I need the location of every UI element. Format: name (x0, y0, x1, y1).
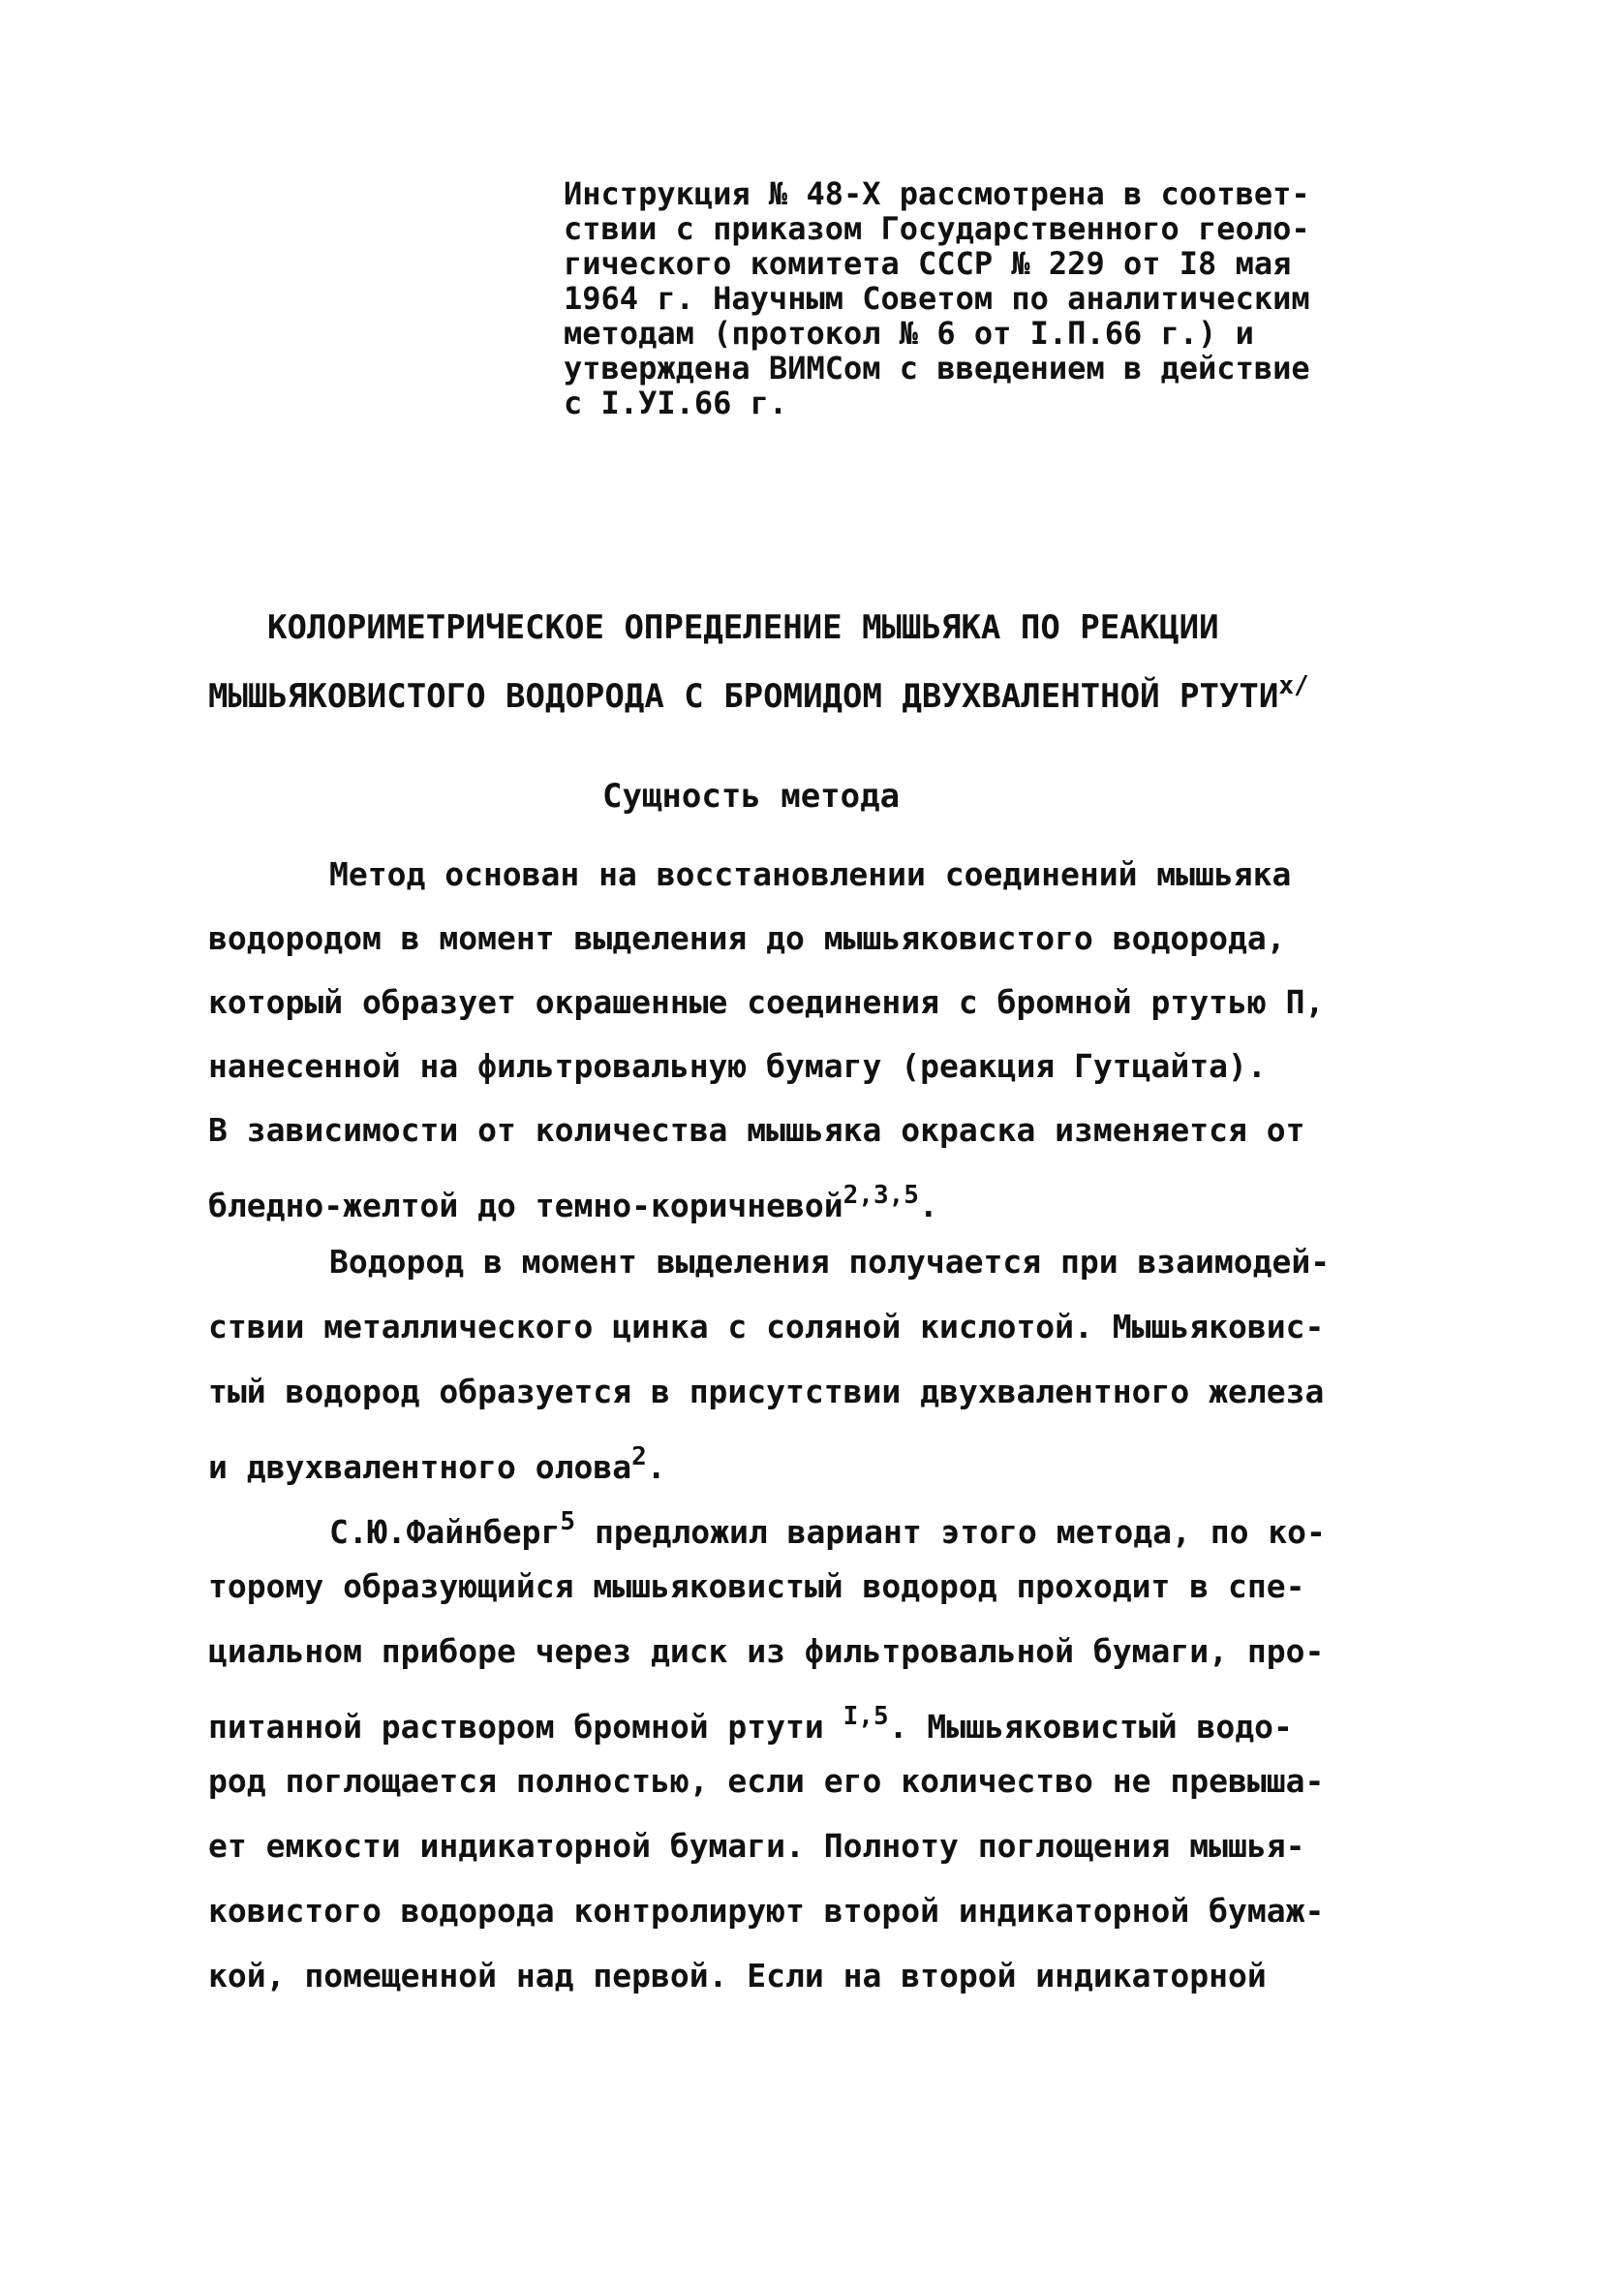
paragraph-line: род поглощается полностью, если его количество не превыша- (208, 1762, 1325, 1800)
paragraph-line (208, 1438, 666, 1487)
approval-note (564, 176, 1367, 420)
paragraph-line-text: бледно-желтой до темно-коричневой (208, 1187, 843, 1224)
paragraph-line: водородом в момент выделения до мышьяковистого водорода, (208, 919, 1286, 957)
paragraph-line: Метод основан на восстановлении соединений мышьяка (329, 855, 1292, 893)
reference-marker: 5 (560, 1507, 576, 1536)
paragraph-line: ковистого водорода контролируют второй индикаторной бумаж- (208, 1892, 1325, 1930)
document-title-line-2-text: МЫШЬЯКОВИСТОГО ВОДОРОДА С БРОМИДОМ ДВУХВАЛЕНТНОЙ РТУТИ (208, 677, 1279, 716)
title-footnote-marker: х/ (1278, 671, 1309, 700)
paragraph-line-text: . Мышьяковистый водо- (888, 1708, 1293, 1746)
section-heading: Сущность метода (602, 777, 901, 816)
paragraph-line: ет емкости индикаторной бумаги. Полноту поглощения мышья- (208, 1827, 1305, 1865)
paragraph-line: тый водород образуется в присутствии двухвалентного железа (208, 1373, 1325, 1410)
paragraph-line: Водород в момент выделения получается при взаимодей- (329, 1243, 1331, 1281)
approval-line: ствии с приказом Государственного геоло- (564, 210, 1310, 247)
document-title-line-2 (208, 671, 1309, 716)
paragraph-line: торому образующийся мышьяковистый водород проходит в спе- (208, 1567, 1305, 1605)
approval-line: гического комитета СССР № 229 от I8 мая (564, 245, 1292, 282)
paragraph-line-text: питанной раствором бромной ртути (208, 1708, 843, 1746)
paragraph-line: нанесенной на фильтровальную бумагу (реакция Гутцайта). (208, 1047, 1267, 1085)
paragraph-line: циальном приборе через диск из фильтровальной бумаги, про- (208, 1632, 1325, 1670)
approval-line: утверждена ВИМСом с введением в действие (564, 350, 1310, 386)
reference-marker: 2,3,5 (843, 1181, 919, 1210)
paragraph-line-text: и двухвалентного олова (208, 1448, 632, 1486)
paragraph-line: ствии металлического цинка с соляной кислотой. Мышьяковис- (208, 1308, 1325, 1345)
document-title-line-1: КОЛОРИМЕТРИЧЕСКОЕ ОПРЕДЕЛЕНИЕ МЫШЬЯКА ПО РЕАКЦИИ (267, 608, 1219, 647)
paragraph-line (208, 1176, 938, 1225)
paragraph-line (329, 1502, 1326, 1552)
paragraph-line: который образует окрашенные соединения с бромной ртутью П, (208, 983, 1325, 1021)
paragraph-line-text: предложил вариант этого метода, по ко- (575, 1513, 1326, 1551)
paragraph-line-end: . (646, 1448, 666, 1486)
approval-line: Инструкция № 48-Х рассмотрена в соответ- (564, 175, 1310, 212)
author-name: С.Ю.Файнберг (329, 1513, 561, 1551)
paragraph-line: кой, помещенной над первой. Если на второй индикаторной (208, 1957, 1267, 1994)
reference-marker: 2 (631, 1442, 647, 1471)
approval-line: 1964 г. Научным Советом по аналитическим (564, 280, 1310, 317)
paragraph-line: В зависимости от количества мышьяка окраска изменяется от (208, 1111, 1305, 1149)
reference-marker: I,5 (843, 1702, 889, 1731)
paragraph-line (208, 1697, 1293, 1747)
approval-line: с I.УI.66 г. (564, 385, 788, 421)
approval-line: методам (протокол № 6 от I.П.66 г.) и (564, 315, 1254, 352)
paragraph-line-end: . (918, 1187, 938, 1224)
